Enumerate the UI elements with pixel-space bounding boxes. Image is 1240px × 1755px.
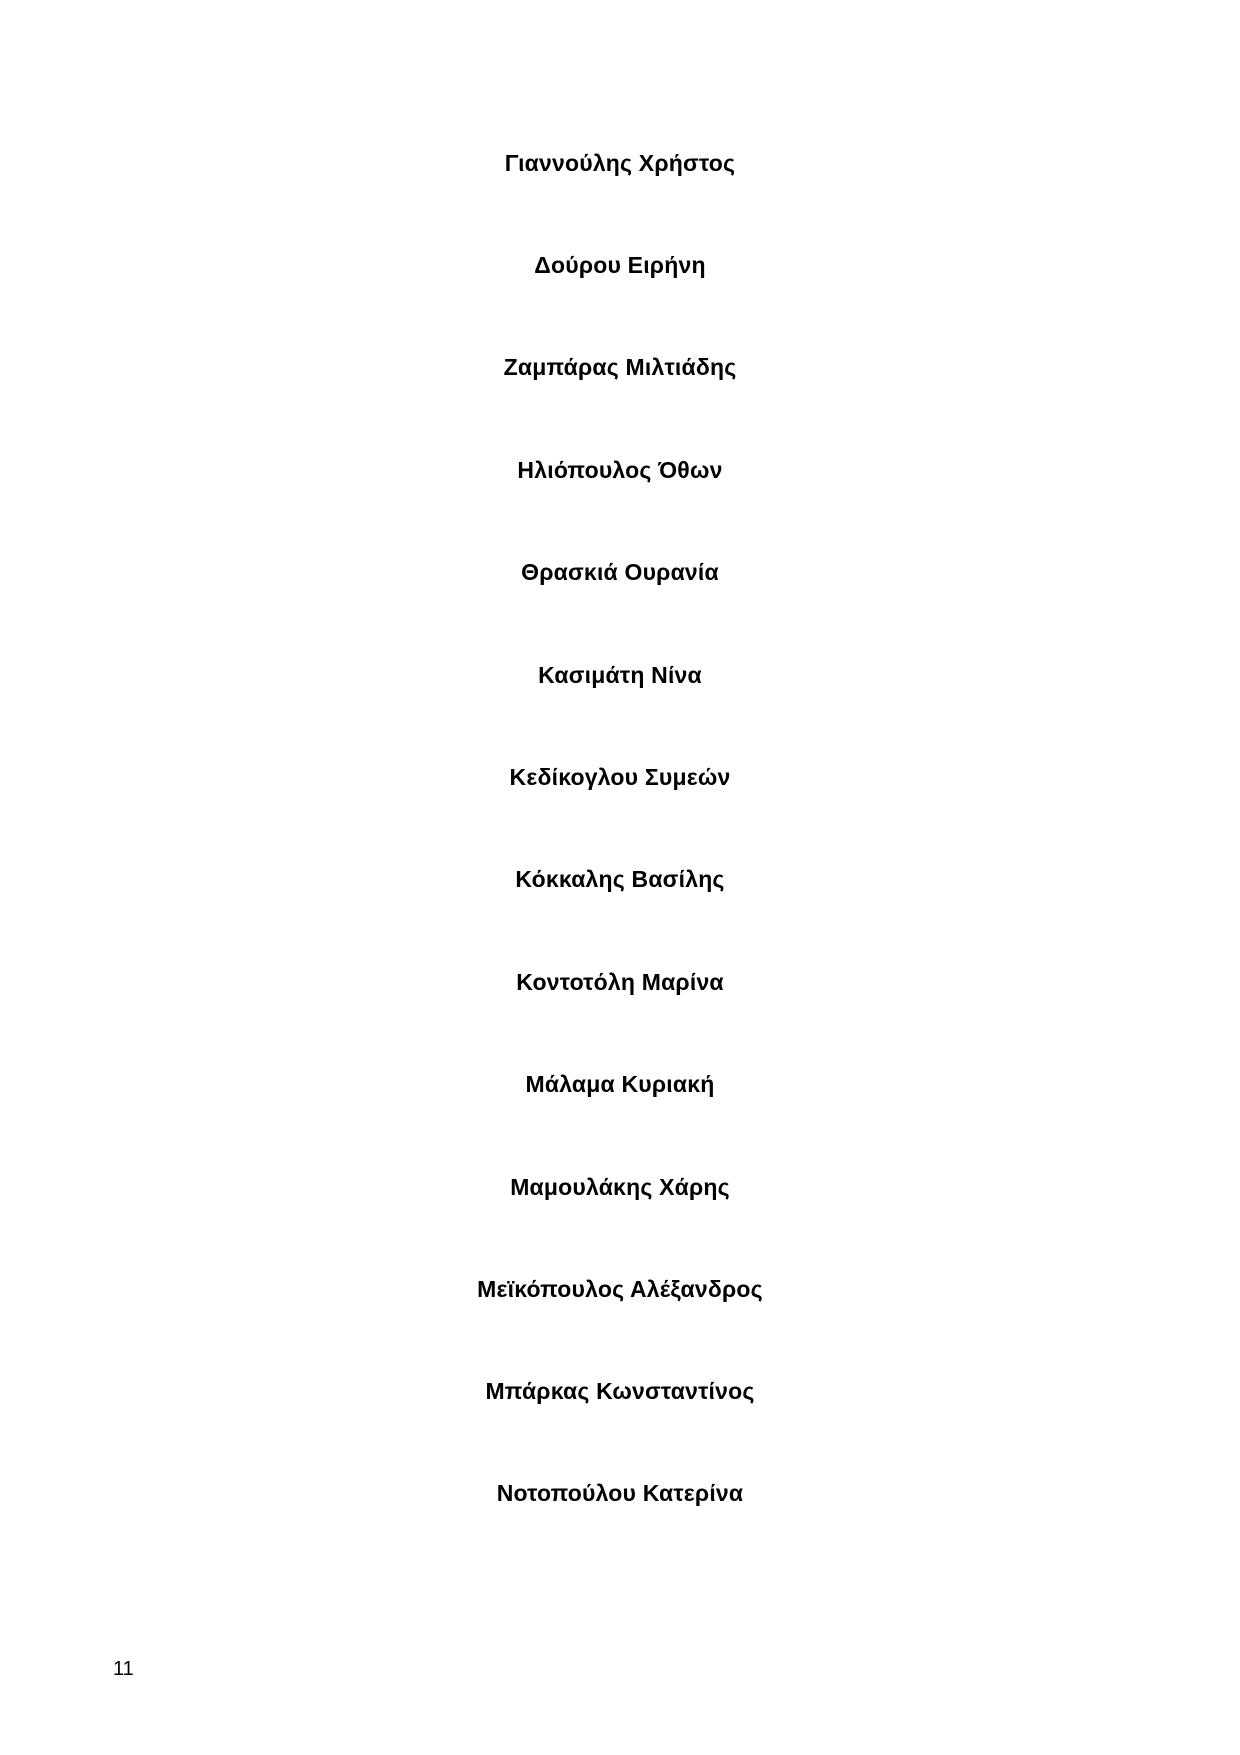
list-item: Κόκκαλης Βασίλης xyxy=(515,866,725,892)
list-item: Κοντοτόλη Μαρίνα xyxy=(516,969,724,995)
list-item: Μαμουλάκης Χάρης xyxy=(510,1174,730,1200)
list-item: Κεδίκογλου Συμεών xyxy=(509,764,731,790)
list-item: Νοτοπούλου Κατερίνα xyxy=(496,1480,744,1506)
list-item: Ζαμπάρας Μιλτιάδης xyxy=(503,354,737,380)
list-item: Μάλαμα Κυριακή xyxy=(525,1071,715,1097)
list-item: Μπάρκας Κωνσταντίνος xyxy=(485,1378,755,1404)
list-item: Ηλιόπουλος Όθων xyxy=(517,457,723,483)
list-item: Θρασκιά Ουρανία xyxy=(521,559,719,585)
list-item: Δούρου Ειρήνη xyxy=(534,252,706,278)
list-item: Κασιμάτη Νίνα xyxy=(538,662,702,688)
page-number: 11 xyxy=(113,1658,134,1680)
list-item: Γιαννούλης Χρήστος xyxy=(504,150,736,176)
list-item: Μεϊκόπουλος Αλέξανδρος xyxy=(477,1276,763,1302)
